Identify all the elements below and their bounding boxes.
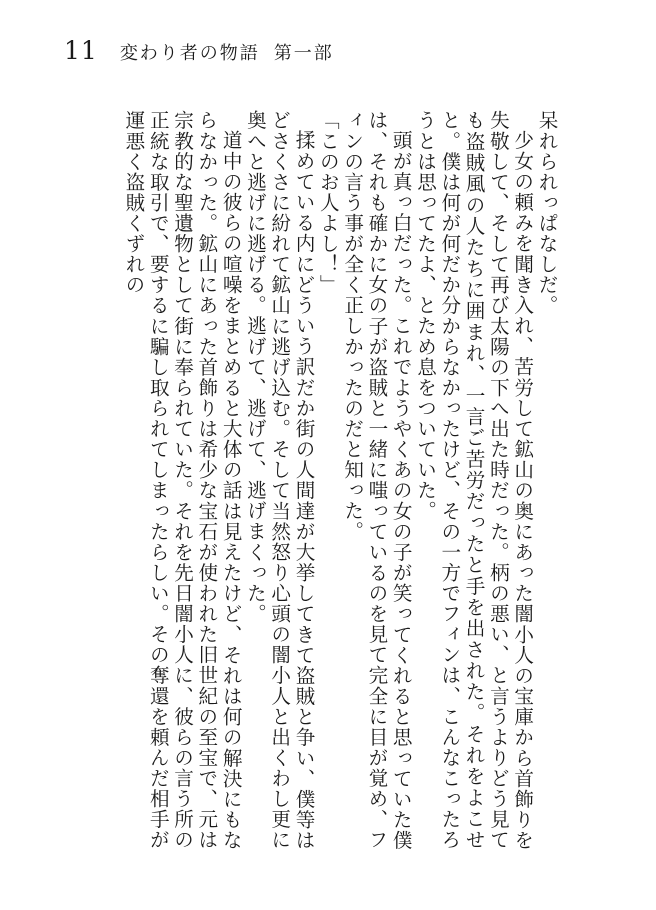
book-title: 変わり者の物語 <box>119 43 260 64</box>
page-number: 11 <box>64 36 98 65</box>
paragraph-2: 少女の頼みを聞き入れ、苦労して鉱山の奥にあった闇小人の宝庫から首飾りを失敬して、そして再び太陽の下へ出た時だった。柄の悪い、と言うよりどう見ても盗賊風の人たちに囲まれ、一言ご苦労だったと手を出された。それをよこせと。僕は何が何だか分からなかったけど、その一方でフィンは、こんなこったろうとは思ってたよ、とため息をついていた。 <box>413 110 534 850</box>
dialogue-line: 「このお人よし！」 <box>316 110 340 295</box>
running-header <box>64 36 334 76</box>
paragraph-1: 呆れられっぱなしだ。 <box>535 110 558 316</box>
paragraph-3: 頭が真っ白だった。これでようやくあの女の子が笑ってくれると思っていた僕は、それも確かに女の子が盗賊と一緒に嗤っているのを見て完全に目が覚め、フィンの言う事が全く正しかったのだと知った。 <box>340 110 413 850</box>
paragraph-5: 揉めている内にどういう訳だか街の人間達が大挙してきて盗賊と争い、僕等はどさくさに紛れて鉱山に逃げ込む。そして当然怒り心頭の闇小人と出くわし更に奥へと逃げに逃げる。逃げて、逃げて、逃げまくった。 <box>243 110 316 850</box>
part-label: 第一部 <box>273 43 334 64</box>
paragraph-6: 道中の彼らの喧噪をまとめると大体の話は見えたけど、それは何の解決にもならなかった。鉱山にあった首飾りは希少な宝石が使われた旧世紀の至宝で、元は宗教的な聖遺物として街に奉られていた。それを先日闇小人に、彼らの言う所の正統な取引で、要するに騙し取られてしまったらしい。その奪還を頼んだ相手が運悪く盗賊くずれの <box>121 110 243 850</box>
vertical-body-text <box>88 110 558 850</box>
